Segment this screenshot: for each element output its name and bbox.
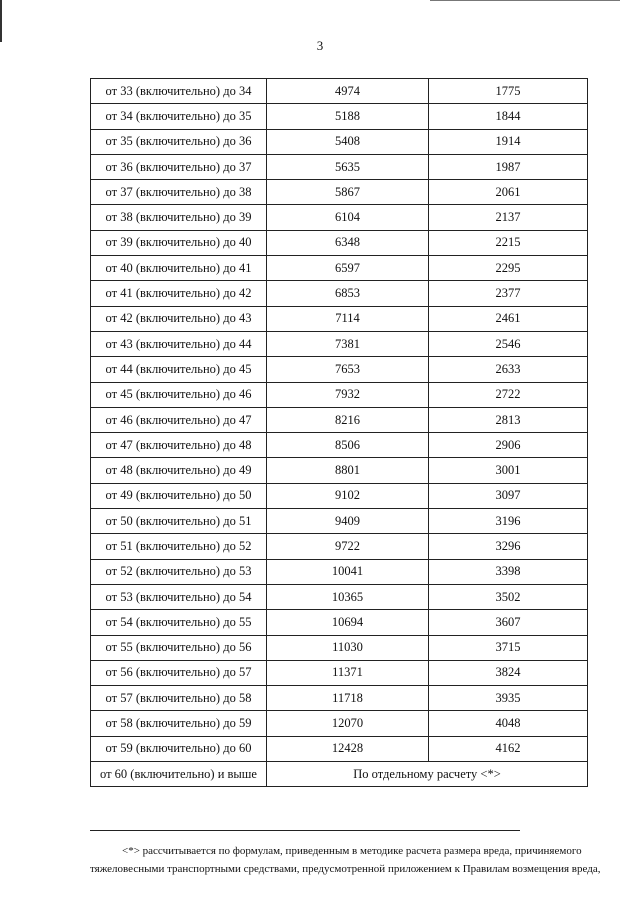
table-cell-value-2: 2215: [429, 230, 588, 255]
scan-edge-mark: [430, 0, 620, 1]
table-row: [91, 129, 588, 154]
table-row: [91, 458, 588, 483]
table-cell-range: от 35 (включительно) до 36: [91, 129, 267, 154]
table-row: [91, 407, 588, 432]
table-row: [91, 306, 588, 331]
table-cell-range: от 48 (включительно) до 49: [91, 458, 267, 483]
table-cell-value-2: 3824: [429, 660, 588, 685]
table-cell-range: от 41 (включительно) до 42: [91, 281, 267, 306]
table-cell-value-1: 5188: [267, 104, 429, 129]
table-cell-value-2: 2061: [429, 180, 588, 205]
page-number: 3: [316, 38, 324, 53]
table-cell-range: от 39 (включительно) до 40: [91, 230, 267, 255]
table-cell-range: от 45 (включительно) до 46: [91, 382, 267, 407]
table-cell-range: от 43 (включительно) до 44: [91, 331, 267, 356]
table-cell-value-2: 4162: [429, 736, 588, 761]
table-cell-value-2: 3502: [429, 584, 588, 609]
table-cell-value-2: 1775: [429, 79, 588, 104]
table-row: [91, 331, 588, 356]
table-cell-value-1: 12070: [267, 711, 429, 736]
table-cell-range: от 55 (включительно) до 56: [91, 635, 267, 660]
table-cell-value-2: 2377: [429, 281, 588, 306]
table-cell-value-1: 11371: [267, 660, 429, 685]
table-cell-value-2: 2722: [429, 382, 588, 407]
table-row: [91, 281, 588, 306]
table-cell-value-2: 1844: [429, 104, 588, 129]
table-cell-value-1: 5867: [267, 180, 429, 205]
table-row: [91, 79, 588, 104]
table-cell-range: от 54 (включительно) до 55: [91, 610, 267, 635]
footnote-line: <*> рассчитывается по формулам, приведенным в методике расчета размера вреда, причиняемого: [122, 845, 582, 857]
table-cell-range: от 53 (включительно) до 54: [91, 584, 267, 609]
table-cell-value-1: 10041: [267, 559, 429, 584]
table-row: [91, 660, 588, 685]
table-cell-value-2: 2813: [429, 407, 588, 432]
table-cell-value-1: 7653: [267, 357, 429, 382]
table-cell-value-1: 7114: [267, 306, 429, 331]
table-row: [91, 534, 588, 559]
table-row: [91, 154, 588, 179]
table-cell-value-2: 3097: [429, 483, 588, 508]
table-cell-value-1: 11030: [267, 635, 429, 660]
table-cell-value-2: 3715: [429, 635, 588, 660]
table-cell-value-1: 5408: [267, 129, 429, 154]
table-cell-range: от 37 (включительно) до 38: [91, 180, 267, 205]
table-cell-value-2: 3398: [429, 559, 588, 584]
table-row: [91, 357, 588, 382]
table-cell-merged-value: По отдельному расчету <*>: [267, 762, 588, 787]
table-cell-range: от 52 (включительно) до 53: [91, 559, 267, 584]
table-cell-value-1: 7381: [267, 331, 429, 356]
table-cell-range: от 42 (включительно) до 43: [91, 306, 267, 331]
table-cell-value-2: 2546: [429, 331, 588, 356]
table-cell-range: от 50 (включительно) до 51: [91, 509, 267, 534]
table-cell-value-1: 7932: [267, 382, 429, 407]
table-cell-value-1: 9722: [267, 534, 429, 559]
table-row: [91, 205, 588, 230]
table-row: [91, 483, 588, 508]
table-cell-value-2: 2633: [429, 357, 588, 382]
table-cell-range: от 58 (включительно) до 59: [91, 711, 267, 736]
table-cell-value-1: 10694: [267, 610, 429, 635]
table-row: [91, 230, 588, 255]
table-cell-value-2: 4048: [429, 711, 588, 736]
table-cell-value-1: 6853: [267, 281, 429, 306]
table-cell-range: от 33 (включительно) до 34: [91, 79, 267, 104]
footnote-line: тяжеловесными транспортными средствами, предусмотренной приложением к Правилам возмещения вреда,: [90, 863, 601, 875]
table-cell-value-1: 10365: [267, 584, 429, 609]
table-cell-value-1: 12428: [267, 736, 429, 761]
table-cell-value-1: 9102: [267, 483, 429, 508]
table-cell-range: от 34 (включительно) до 35: [91, 104, 267, 129]
table-cell-value-1: 8801: [267, 458, 429, 483]
table-cell-range: от 46 (включительно) до 47: [91, 407, 267, 432]
table-row: [91, 104, 588, 129]
table-cell-range: от 44 (включительно) до 45: [91, 357, 267, 382]
table-row: [91, 509, 588, 534]
table-cell-value-1: 9409: [267, 509, 429, 534]
table-row: [91, 559, 588, 584]
table-cell-value-2: 3935: [429, 686, 588, 711]
rates-table: [90, 78, 588, 787]
footnote: [90, 842, 612, 878]
table-cell-range: от 38 (включительно) до 39: [91, 205, 267, 230]
table-row: [91, 635, 588, 660]
table-cell-value-2: 3001: [429, 458, 588, 483]
table-cell-value-2: 3296: [429, 534, 588, 559]
table-row: [91, 584, 588, 609]
table-cell-value-2: 3196: [429, 509, 588, 534]
table-row: [91, 711, 588, 736]
table-cell-value-1: 8216: [267, 407, 429, 432]
table-cell-value-1: 6597: [267, 256, 429, 281]
table-cell-value-1: 6104: [267, 205, 429, 230]
table-cell-range: от 40 (включительно) до 41: [91, 256, 267, 281]
table-cell-range: от 57 (включительно) до 58: [91, 686, 267, 711]
table-cell-value-1: 8506: [267, 433, 429, 458]
rates-table-body: [91, 79, 588, 787]
table-cell-range: от 59 (включительно) до 60: [91, 736, 267, 761]
table-cell-value-2: 1914: [429, 129, 588, 154]
table-row: [91, 610, 588, 635]
scan-binding-mark: [0, 0, 2, 42]
table-cell-range: от 60 (включительно) и выше: [91, 762, 267, 787]
table-cell-value-2: 2295: [429, 256, 588, 281]
table-cell-range: от 47 (включительно) до 48: [91, 433, 267, 458]
table-row: [91, 433, 588, 458]
table-cell-value-1: 6348: [267, 230, 429, 255]
table-row-last: [91, 762, 588, 787]
table-cell-value-1: 11718: [267, 686, 429, 711]
table-row: [91, 382, 588, 407]
table-row: [91, 686, 588, 711]
table-cell-value-1: 4974: [267, 79, 429, 104]
table-cell-value-2: 2137: [429, 205, 588, 230]
table-cell-value-2: 3607: [429, 610, 588, 635]
table-cell-value-2: 2461: [429, 306, 588, 331]
table-cell-range: от 49 (включительно) до 50: [91, 483, 267, 508]
table-cell-value-1: 5635: [267, 154, 429, 179]
table-row: [91, 180, 588, 205]
table-cell-value-2: 2906: [429, 433, 588, 458]
table-cell-range: от 56 (включительно) до 57: [91, 660, 267, 685]
table-cell-range: от 36 (включительно) до 37: [91, 154, 267, 179]
footnote-divider: [90, 830, 520, 831]
table-row: [91, 256, 588, 281]
table-cell-value-2: 1987: [429, 154, 588, 179]
table-cell-range: от 51 (включительно) до 52: [91, 534, 267, 559]
table-row: [91, 736, 588, 761]
